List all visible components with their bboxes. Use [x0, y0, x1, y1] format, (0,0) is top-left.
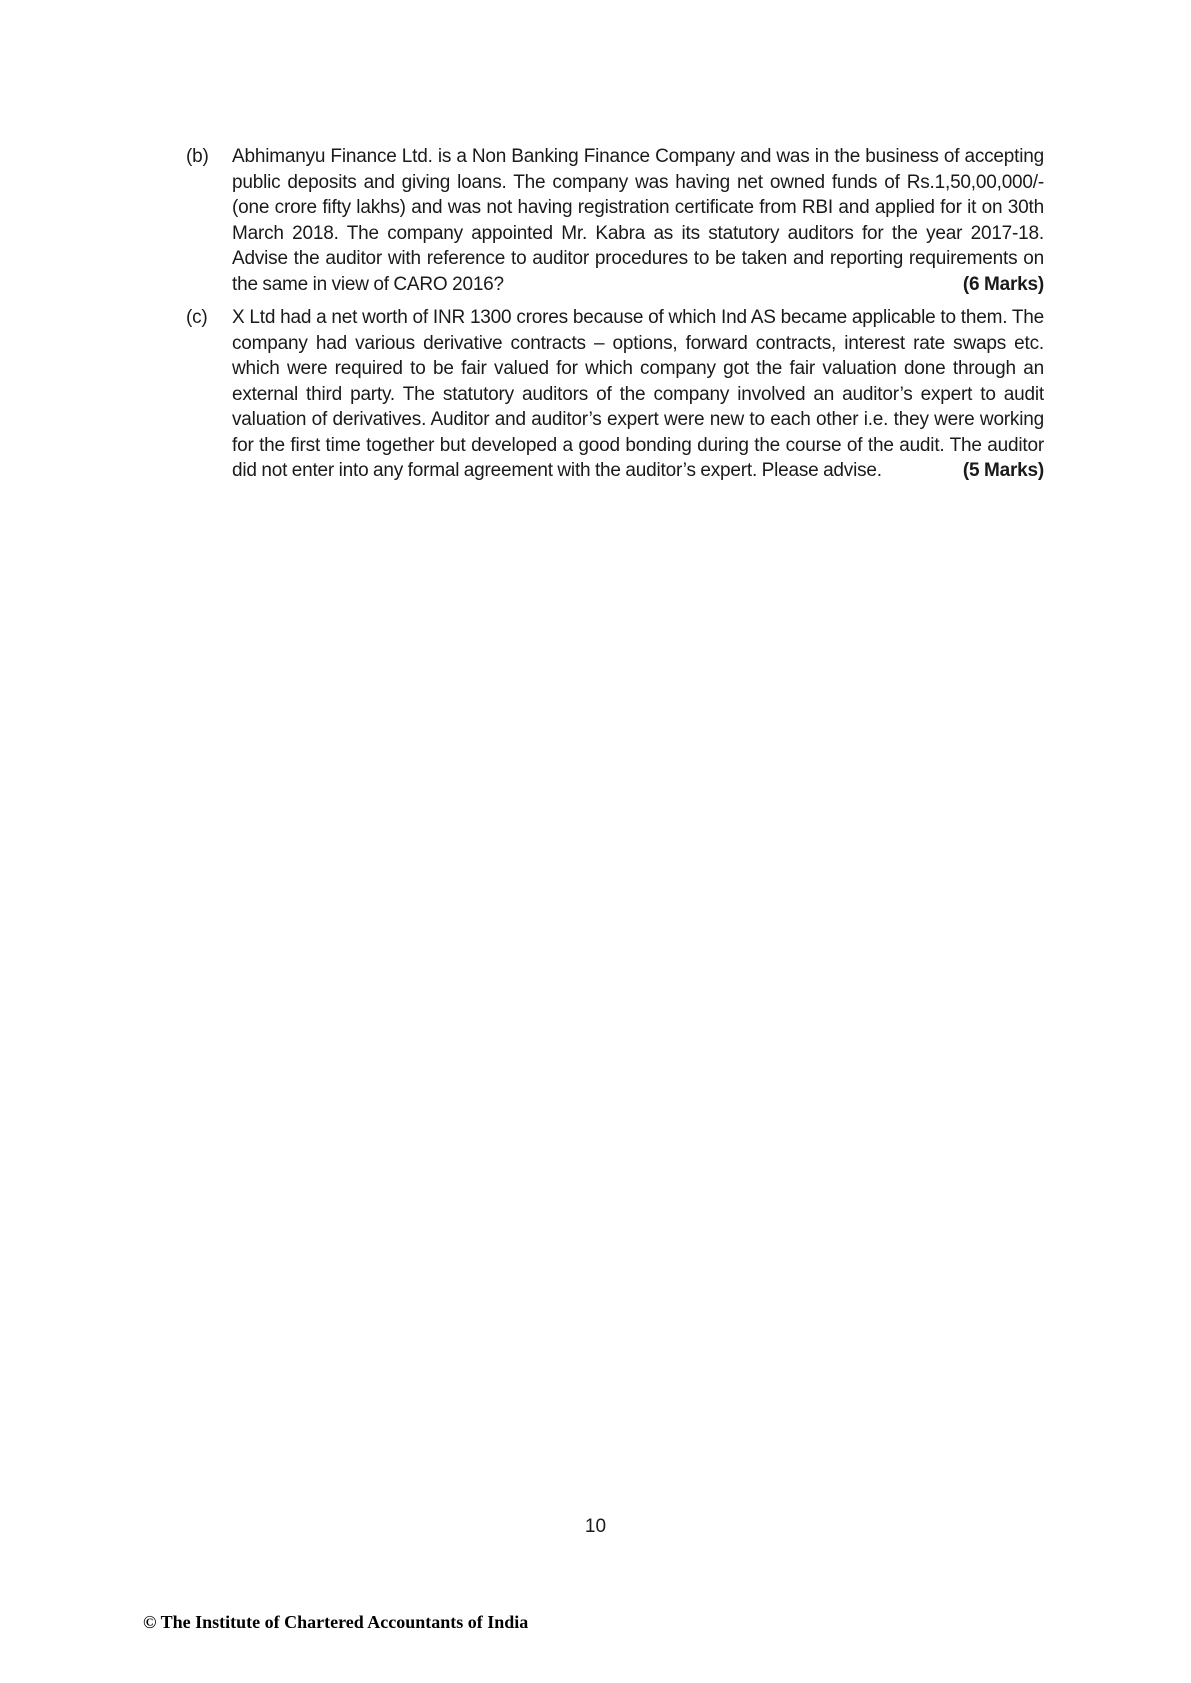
question-c — [186, 305, 1044, 484]
question-body — [232, 144, 1044, 297]
footer-copyright: © The Institute of Chartered Accountants of India — [143, 1612, 529, 1632]
question-body — [232, 305, 1044, 484]
question-text: Abhimanyu Finance Ltd. is a Non Banking Finance Company and was in the business of accepting public deposits and giving loans. The company was having net owned funds of Rs.1,50,00,000/- (one crore fifty lakhs) and was not having registration certificate from RBI and applied for it on 30th March 2018. The company appointed Mr. Kabra as its statutory auditors for the year 2017-18. Advise the auditor with reference to auditor procedures to be taken and reporting requirements on the same in view of CARO 2016? — [232, 146, 1044, 295]
question-label: (c) — [186, 307, 208, 328]
question-text: X Ltd had a net worth of INR 1300 crores because of which Ind AS became applicable to them. The company had various derivative contracts – options, forward contracts, interest rate swaps etc. which were required to be fair valued for which company got the fair valuation done through an external third party. The statutory auditors of the company involved an auditor’s expert to audit valuation of derivatives. Auditor and auditor’s expert were new to each other i.e. they were working for the first time together but developed a good bonding during the course of the audit. The auditor did not enter into any formal agreement with the auditor’s expert. Please advise. — [232, 307, 1044, 481]
question-label: (b) — [186, 146, 209, 167]
question-marks: (6 Marks) — [962, 273, 1044, 295]
page-number: 10 — [584, 1516, 607, 1537]
question-list — [186, 144, 1044, 492]
question-marks: (5 Marks) — [962, 460, 1044, 481]
question-b — [186, 144, 1044, 297]
